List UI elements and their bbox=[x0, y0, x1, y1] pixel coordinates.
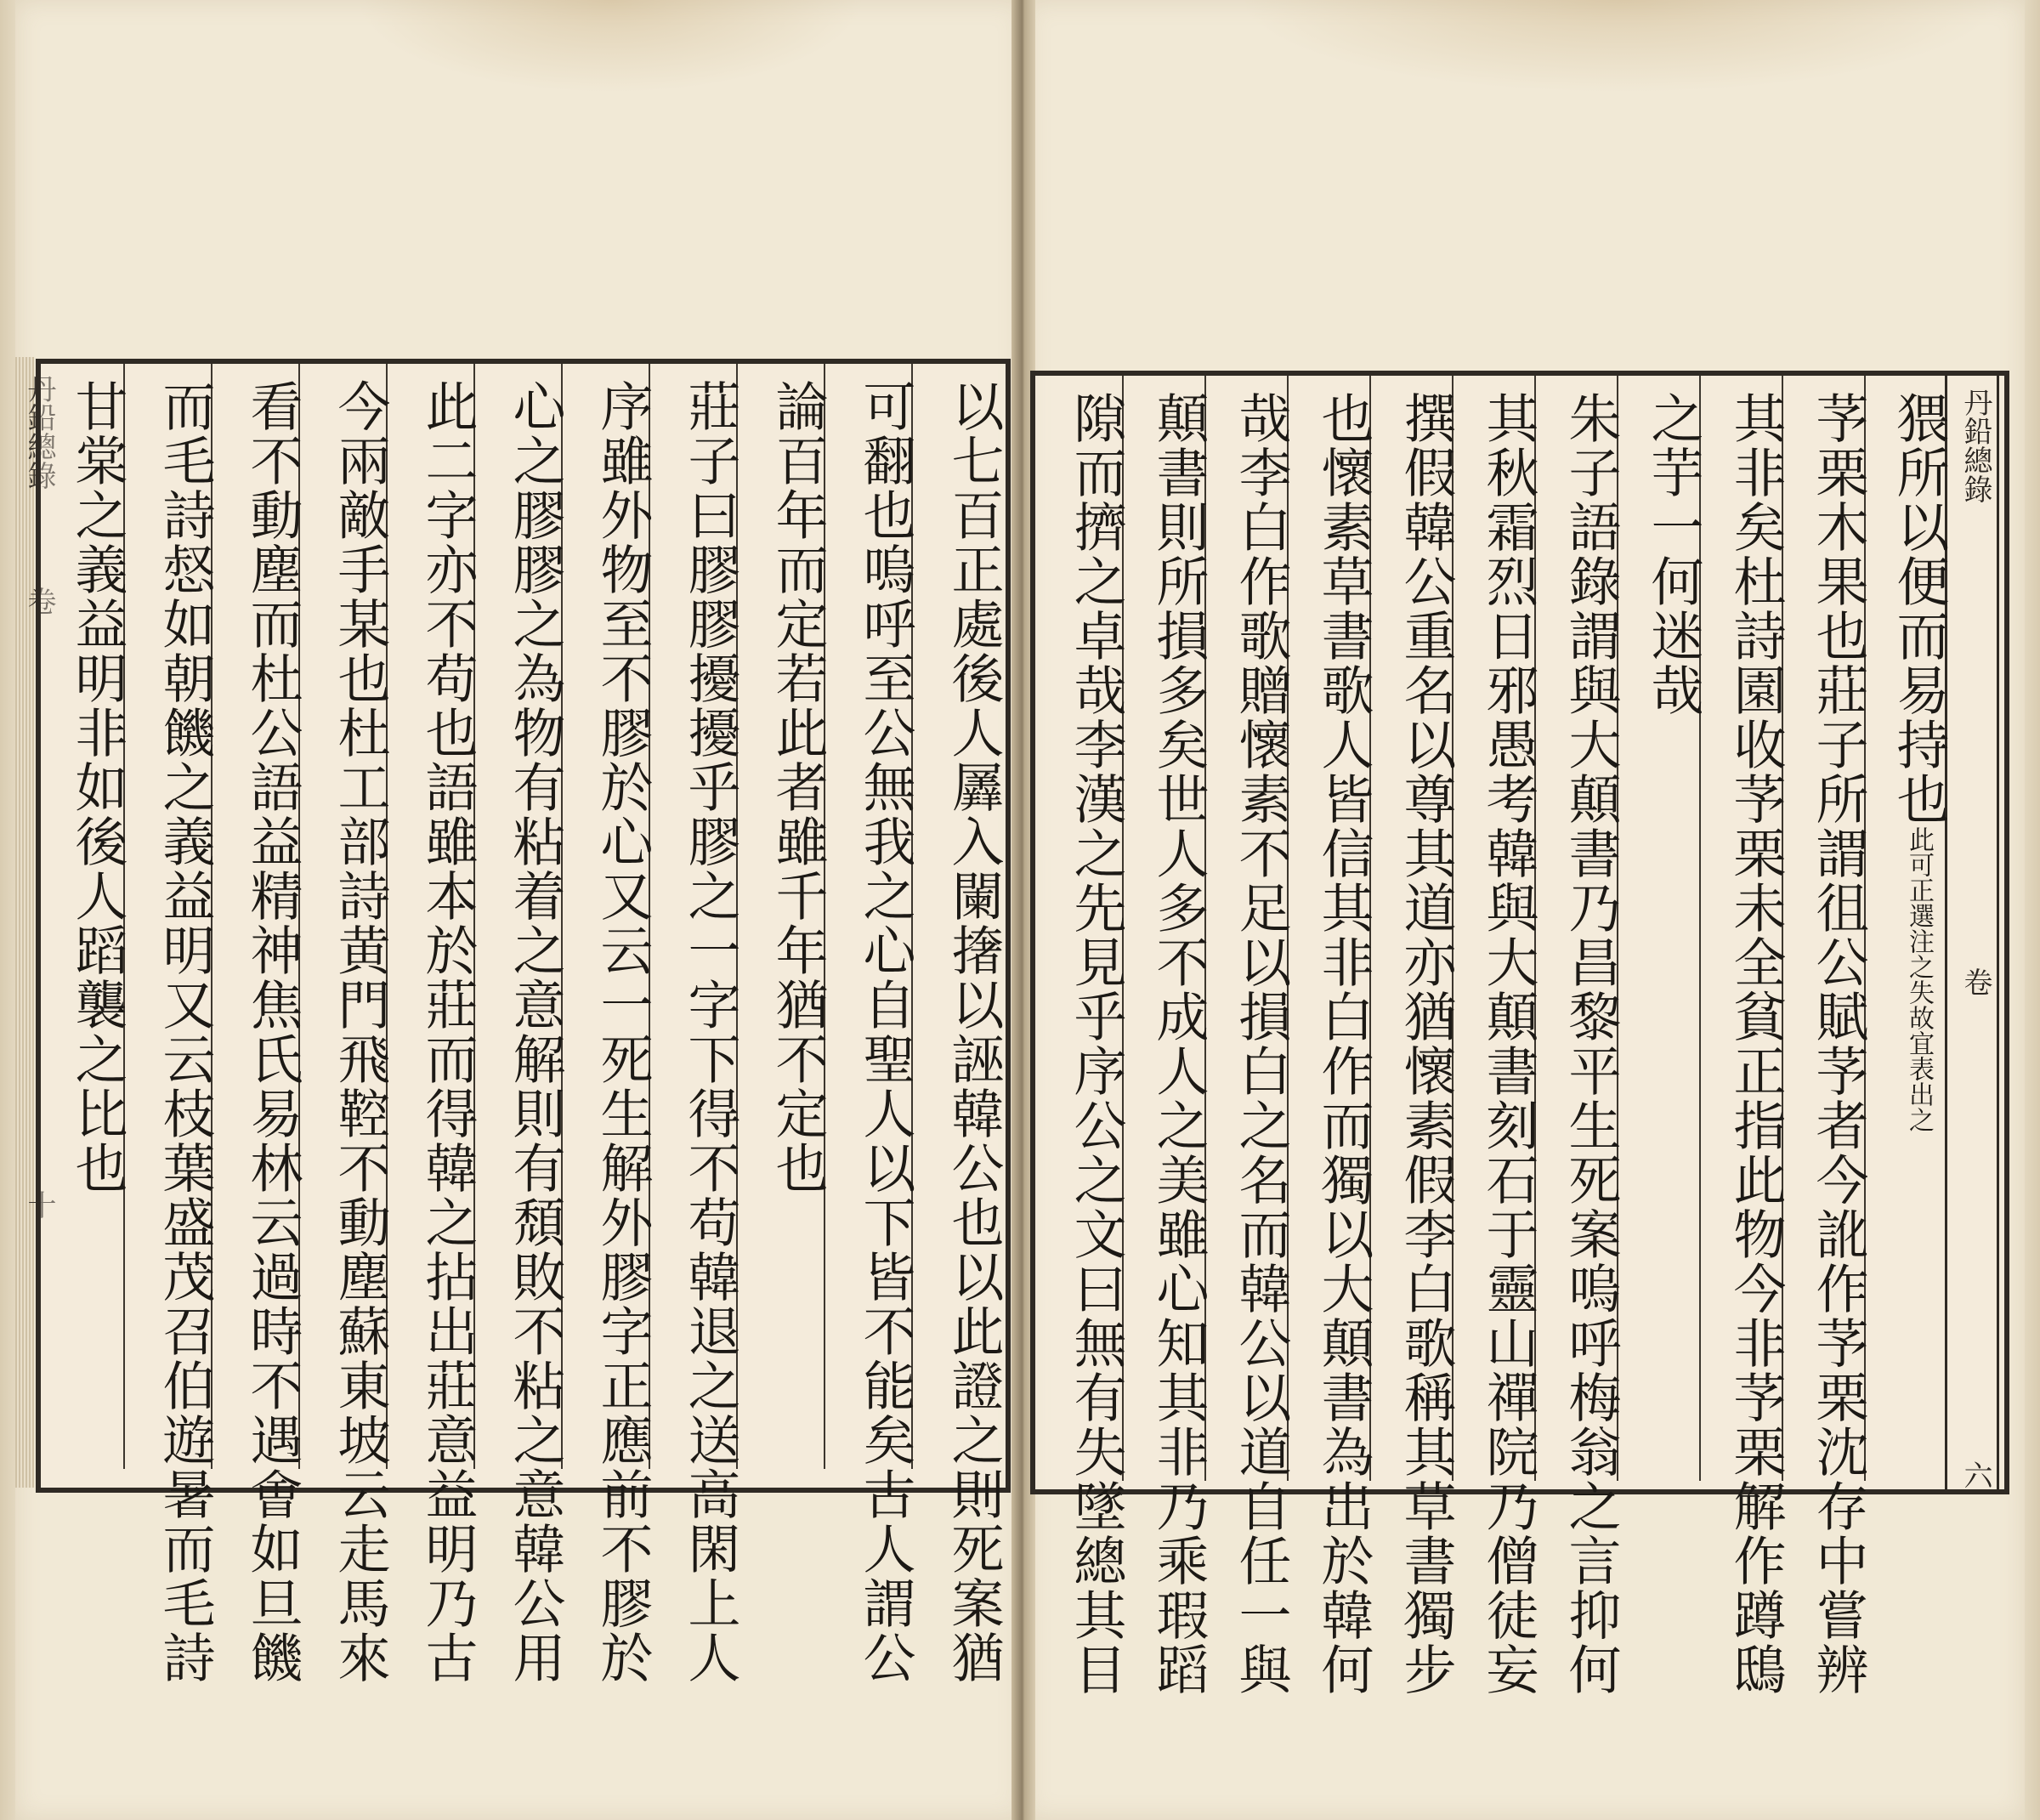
text-column: 莊子曰膠膠擾擾乎膠之一字下得不苟韓退之送高閑上人 bbox=[649, 364, 736, 1469]
text-column: 論百年而定若此者雖千年猶不定也 bbox=[736, 364, 824, 1469]
text-column: 而毛詩惄如朝饑之義益明又云枝葉盛茂召伯遊暑而毛詩 bbox=[123, 364, 211, 1469]
text-column: 甘棠之義益明非如後人蹈襲之比也 bbox=[66, 379, 128, 1195]
text-column: 看不動塵而杜公語益精神焦氏易林云過時不遇㑹如旦饑 bbox=[211, 364, 298, 1469]
right-text-frame bbox=[1030, 371, 2009, 1697]
page-edge-strip bbox=[15, 357, 34, 1488]
text-column: 也懷素草書歌人皆信其非白作而獨以大顛書為出於韓何 bbox=[1287, 376, 1369, 1481]
water-stain bbox=[355, 0, 865, 94]
left-margin-volume: 卷 bbox=[22, 587, 56, 615]
text-column: 芧栗木果也莊子所謂徂公賦芧者今訛作芧栗沈存中嘗辨 bbox=[1782, 376, 1864, 1481]
text-column: 今兩敵手某也杜工部詩黄門飛鞚不動塵蘇東坡云走馬來 bbox=[298, 364, 386, 1469]
heart-volume: 卷 bbox=[1958, 967, 1992, 996]
text-column: 此二字亦不苟也語雖本於莊而得韓之拈出莊意益明乃古 bbox=[386, 364, 473, 1469]
left-margin-page-no: 十 bbox=[22, 1190, 56, 1219]
page-heart bbox=[1945, 376, 1999, 1489]
water-stain bbox=[1238, 0, 2003, 94]
text-column: 撰假韓公重名以尊其道亦猶懷素假李白歌稱其草書獨步 bbox=[1369, 376, 1452, 1481]
text-column: 之芋一何迷哉 bbox=[1617, 376, 1699, 1481]
text-column: 可翻也嗚呼至公無我之心自聖人以下皆不能矣古人謂公 bbox=[824, 364, 911, 1469]
heart-title: 丹鉛總錄 bbox=[1958, 388, 1992, 503]
text-column: 朱子語錄謂與大顛書乃昌黎平生死案嗚呼梅翁之言抑何 bbox=[1534, 376, 1617, 1481]
text-column: 猥所以便而易持也此可正選注之失故宜表出之 bbox=[1864, 376, 1945, 1481]
interlinear-note: 此可正選注之失故宜表出之 bbox=[1904, 826, 1934, 1132]
text-column: 心之膠膠之為物有粘着之意解則有頹敗不粘之意韓公用 bbox=[473, 364, 561, 1469]
text-column: 隙而擠之卓哉李漢之先見乎序公之文曰無有失墜總其目 bbox=[1065, 391, 1127, 1697]
text-column: 其秋霜烈日邪愚考韓與大顛書刻石于靈山禪院乃僧徒妄 bbox=[1452, 376, 1534, 1481]
heart-page-no: 六 bbox=[1958, 1460, 1992, 1489]
text-column: 哉李白作歌贈懷素不足以損白之名而韓公以道自任一與 bbox=[1204, 376, 1287, 1481]
text-column: 顛書則所損多矣世人多不成人之美雖心知其非乃乘瑕蹈 bbox=[1122, 376, 1204, 1481]
left-margin-title: 丹鉛總錄 bbox=[22, 374, 56, 490]
text-column: 序雖外物至不膠於心又云一死生解外膠字正應前不膠於 bbox=[561, 364, 649, 1469]
text-column: 其非矣杜詩園收芧栗未全貧正指此物今非芧栗解作蹲鴟 bbox=[1699, 376, 1782, 1481]
text-column: 以七百正處後人羼入闌撦以誣韓公也以此證之則死案猶 bbox=[911, 364, 1000, 1469]
left-text-frame bbox=[36, 359, 1011, 1685]
